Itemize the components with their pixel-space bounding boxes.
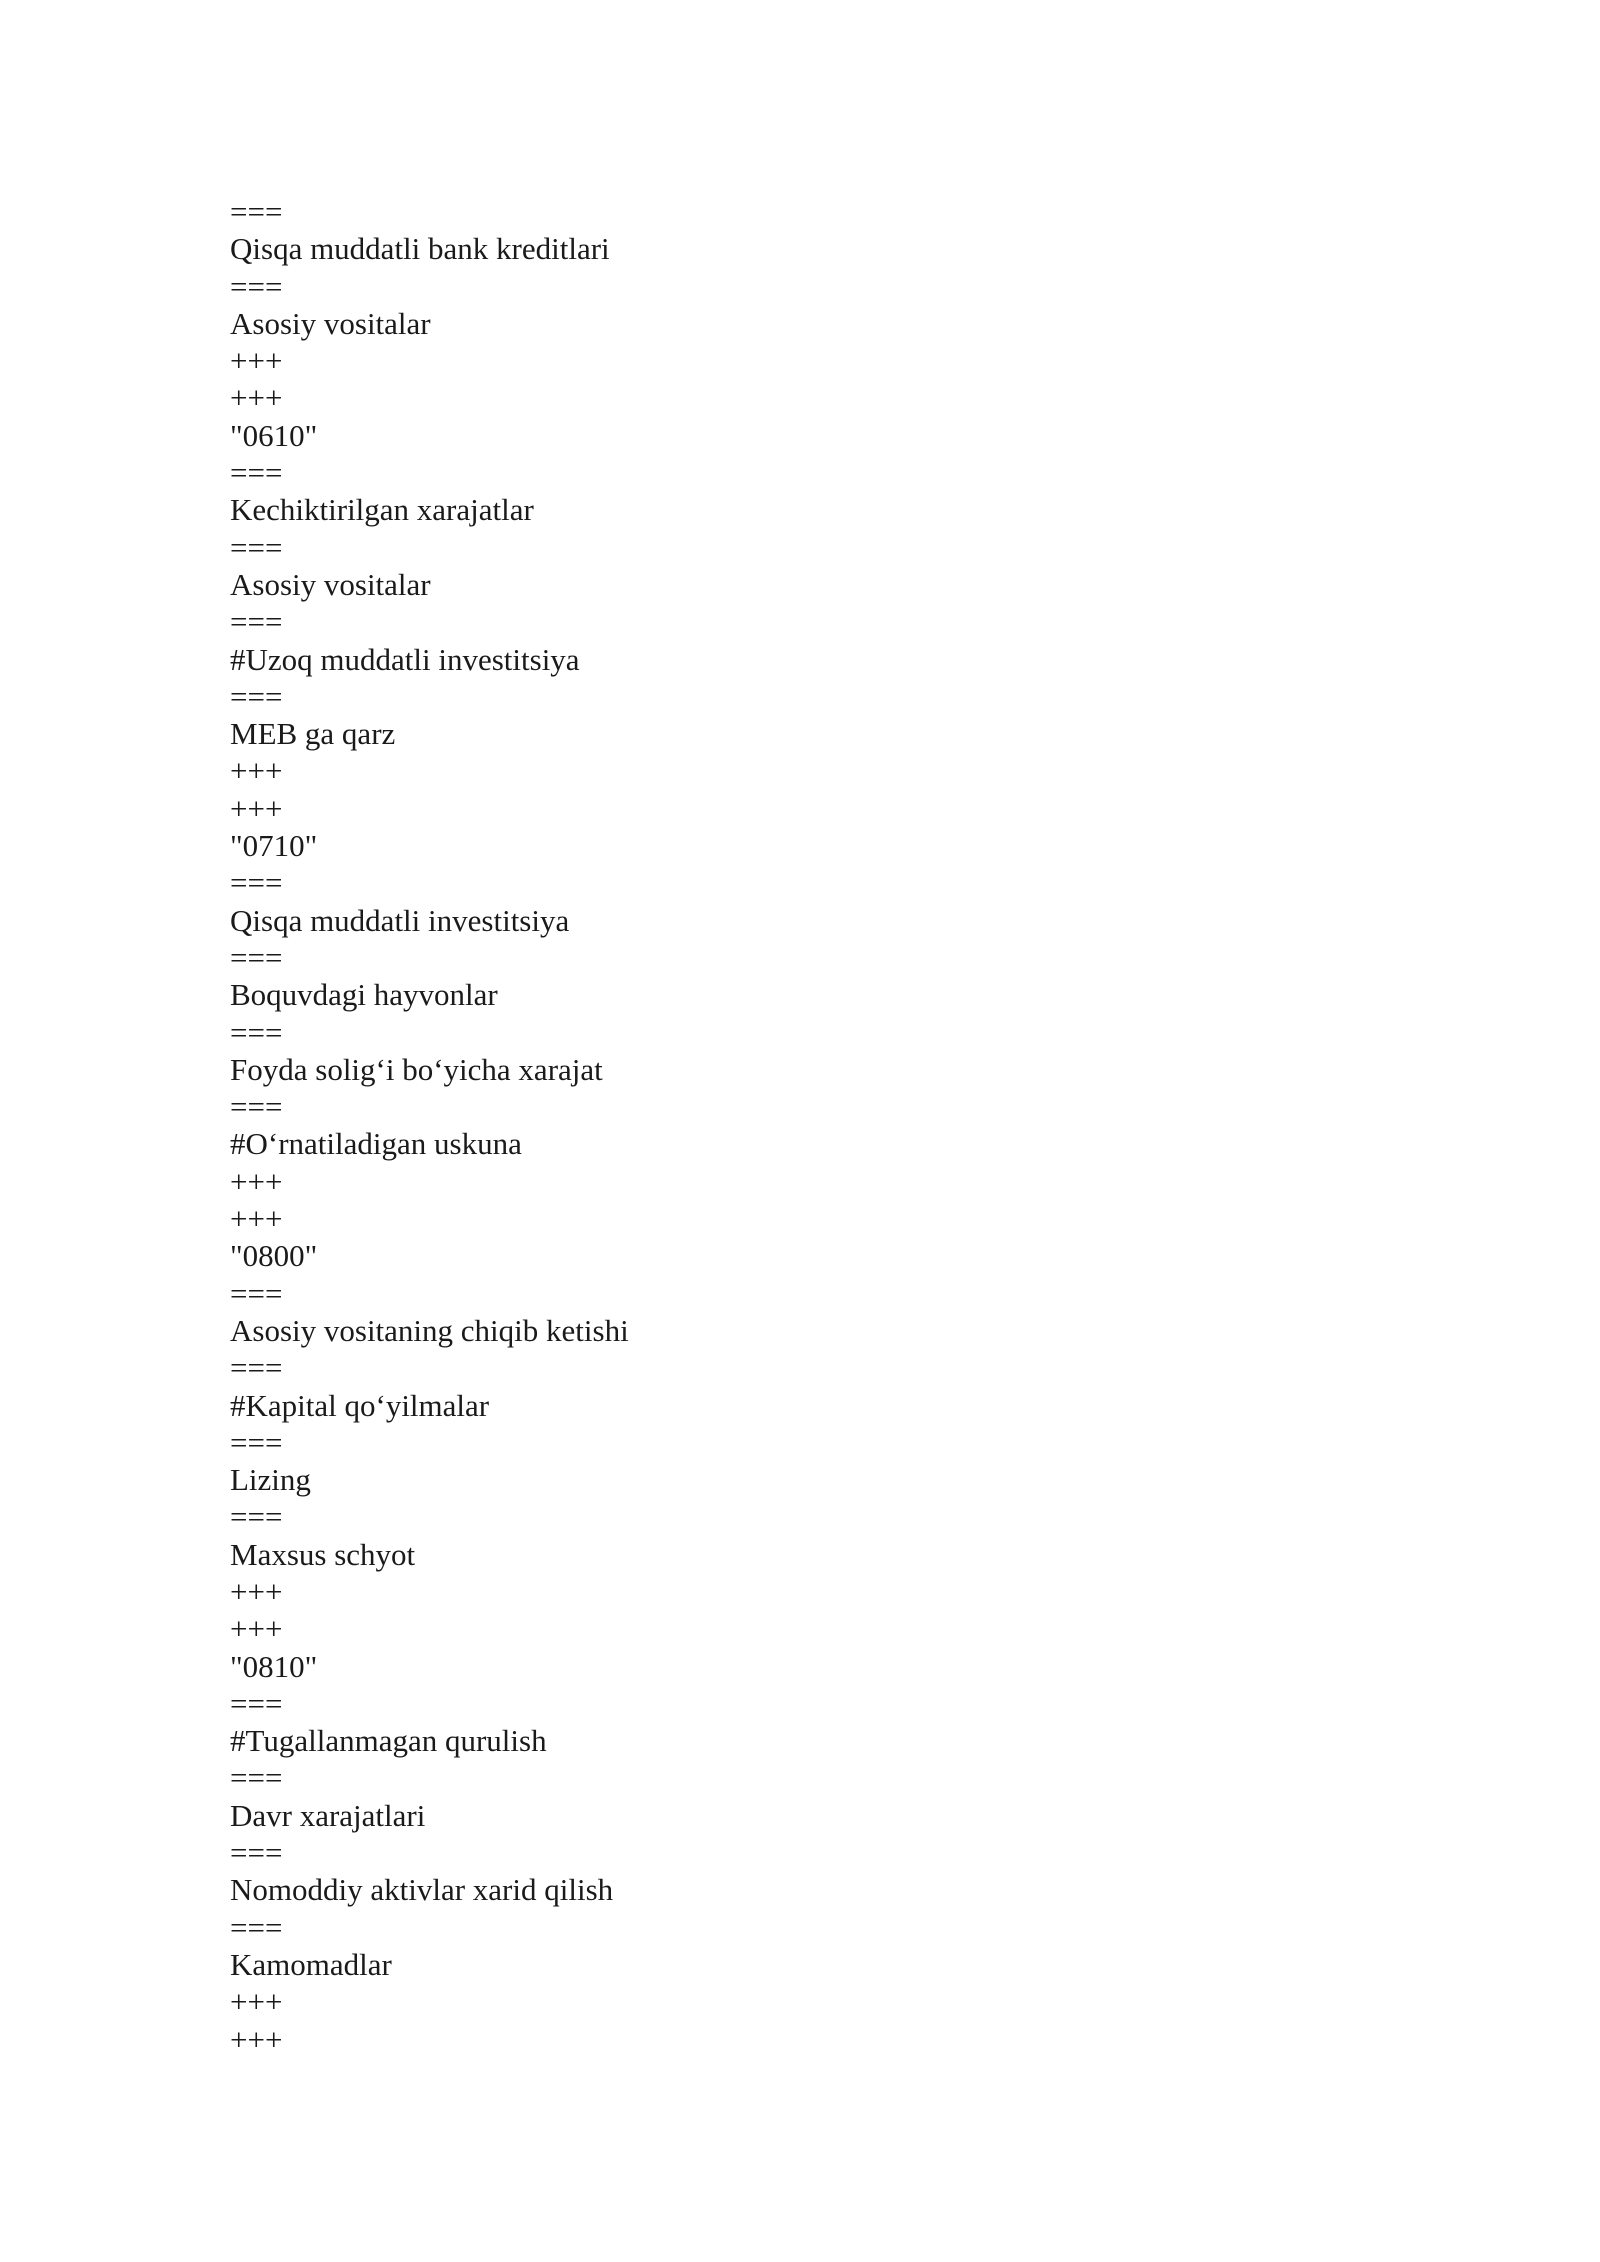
separator-line: === — [230, 1350, 283, 1386]
separator-line: +++ — [230, 1984, 283, 2020]
code-line: "0710" — [230, 828, 318, 864]
separator-line: === — [230, 1835, 283, 1871]
separator-line: +++ — [230, 1201, 283, 1237]
separator-line: === — [230, 1089, 283, 1125]
code-line: "0800" — [230, 1238, 318, 1274]
separator-line: +++ — [230, 343, 283, 379]
code-line: "0610" — [230, 417, 318, 453]
text-line: Kamomadlar — [230, 1946, 392, 1982]
text-line: #Kapital qo‘yilmalar — [230, 1387, 490, 1423]
code-line: "0810" — [230, 1648, 318, 1684]
text-line: Asosiy vositaning chiqib ketishi — [230, 1312, 629, 1348]
separator-line: === — [230, 1014, 283, 1050]
separator-line: === — [230, 1685, 283, 1721]
text-line: Boquvdagi hayvonlar — [230, 977, 498, 1013]
text-line: Foyda solig‘i bo‘yicha xarajat — [230, 1051, 603, 1087]
separator-line: === — [230, 194, 283, 229]
separator-line: === — [230, 268, 283, 304]
text-line: Qisqa muddatli bank kreditlari — [230, 231, 610, 267]
separator-line: === — [230, 1760, 283, 1796]
text-line: Davr xarajatlari — [230, 1797, 426, 1833]
separator-line: === — [230, 455, 283, 491]
separator-line: === — [230, 1499, 283, 1535]
separator-line: +++ — [230, 2021, 283, 2057]
separator-line: === — [230, 939, 283, 975]
text-line: #Tugallanmagan qurulish — [230, 1723, 547, 1759]
separator-line: +++ — [230, 1611, 283, 1647]
text-line: Nomoddiy aktivlar xarid qilish — [230, 1872, 614, 1908]
separator-line: +++ — [230, 1573, 283, 1609]
text-line: Asosiy vositalar — [230, 305, 431, 341]
separator-line: +++ — [230, 753, 283, 789]
text-line: Kechiktirilgan xarajatlar — [230, 492, 534, 528]
separator-line: === — [230, 1909, 283, 1945]
separator-line: +++ — [230, 1163, 283, 1199]
separator-line: === — [230, 529, 283, 565]
separator-line: === — [230, 604, 283, 640]
separator-line: +++ — [230, 380, 283, 416]
text-line: #Uzoq muddatli investitsiya — [230, 641, 580, 677]
text-line: Lizing — [230, 1462, 311, 1498]
text-line: #O‘rnatiladigan uskuna — [230, 1126, 522, 1162]
separator-line: === — [230, 1424, 283, 1460]
separator-line: === — [230, 1275, 283, 1311]
text-line: MEB ga qarz — [230, 716, 396, 752]
text-line: Asosiy vositalar — [230, 566, 431, 602]
separator-line: === — [230, 678, 283, 714]
separator-line: +++ — [230, 790, 283, 826]
separator-line: === — [230, 865, 283, 901]
document-body — [230, 193, 1430, 2058]
text-line: Qisqa muddatli investitsiya — [230, 902, 570, 938]
text-line: Maxsus schyot — [230, 1536, 416, 1572]
